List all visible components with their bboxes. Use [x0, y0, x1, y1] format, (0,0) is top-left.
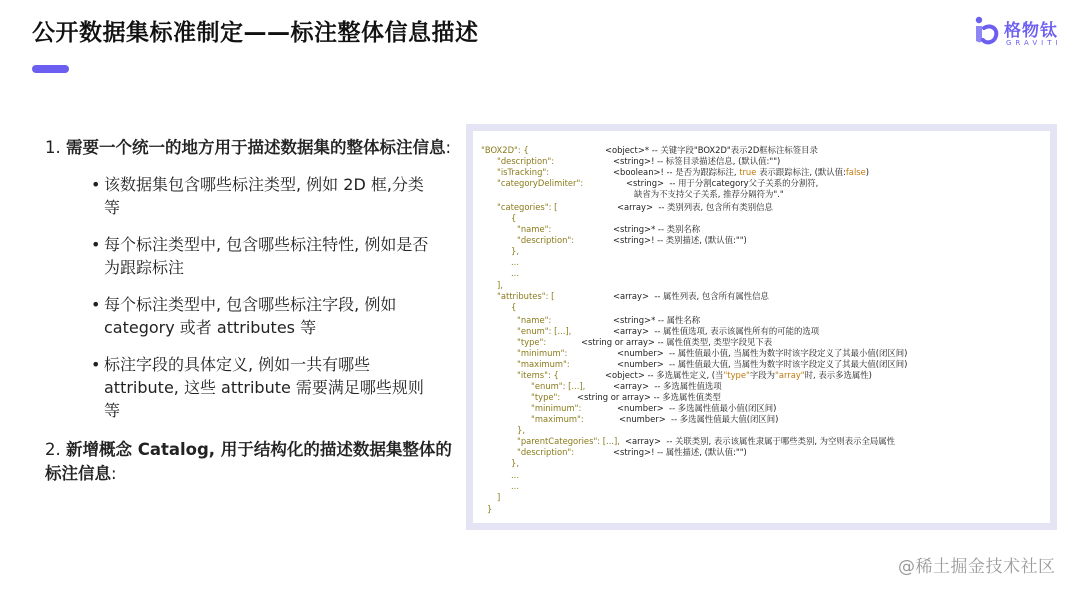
- code-text: <boolean>! -- 是否为跟踪标注,: [613, 167, 740, 177]
- code-text: <array> -- 类别列表, 包含所有类别信息: [617, 202, 773, 212]
- code-text: 字段为: [749, 370, 775, 380]
- bullet-item: • 每个标注类型中, 包含哪些标注字段, 例如 category 或者 attributes 等: [104, 293, 439, 339]
- code-key: ...: [511, 481, 519, 491]
- code-text: <number> -- 属性值最大值, 当属性为数字时该字段定义了其最大值(闭区间): [617, 359, 908, 369]
- code-comment: [577, 392, 721, 402]
- code-key: "name":: [517, 315, 552, 325]
- code-line: [517, 436, 896, 446]
- code-comment: [617, 348, 907, 358]
- code-line: [517, 235, 747, 245]
- code-text: <string>! -- 属性描述, (默认值:""): [613, 447, 747, 457]
- code-text: <string>* -- 属性名称: [613, 315, 701, 325]
- logo-name: 格物钛: [1004, 21, 1058, 41]
- code-line: [497, 178, 819, 188]
- code-comment: [613, 156, 780, 166]
- code-key: }: [487, 504, 493, 514]
- code-text: <array> -- 关联类别, 表示该属性隶属于哪些类别, 为空则表示全局属性: [625, 436, 896, 446]
- code-line: [511, 268, 519, 278]
- code-text: <number> -- 属性值最小值, 当属性为数字时该字段定义了其最小值(闭区间): [617, 348, 908, 358]
- code-key: ],: [497, 280, 503, 290]
- code-key: ...: [511, 268, 519, 278]
- code-text: ): [865, 167, 870, 177]
- code-line: [497, 280, 503, 290]
- code-key: {: [511, 302, 517, 312]
- code-literal: "type": [723, 370, 750, 380]
- code-line: [517, 348, 908, 358]
- code-text: <number> -- 多选属性值最大值(闭区间): [619, 414, 779, 424]
- code-literal: false: [845, 167, 866, 177]
- code-text: <string>* -- 类别名称: [613, 224, 701, 234]
- code-comment: [613, 447, 747, 457]
- point-1-colon: :: [445, 138, 452, 157]
- code-key: "type":: [517, 337, 547, 347]
- code-text: <array> -- 属性列表, 包含所有属性信息: [613, 291, 769, 301]
- graviti-logo-icon: [970, 14, 1002, 46]
- code-line: [517, 337, 773, 347]
- code-comment: [605, 370, 872, 380]
- bullet-item: • 每个标注类型中, 包含哪些标注特性, 例如是否为跟踪标注: [104, 233, 439, 279]
- code-line: [497, 156, 781, 166]
- code-text: <string or array> -- 属性值类型, 类型字段见下表: [581, 337, 773, 347]
- code-key: "isTracking":: [497, 167, 550, 177]
- code-key: "BOX2D": {: [481, 145, 529, 155]
- code-text: <string>! -- 标签目录描述信息, (默认值:""): [613, 156, 781, 166]
- point-1-number: 1.: [45, 138, 61, 157]
- code-comment: [613, 291, 769, 301]
- code-comment: [626, 178, 818, 188]
- code-key: },: [517, 425, 525, 435]
- code-block: [473, 131, 1050, 523]
- code-comment: [605, 145, 818, 155]
- code-line: [511, 213, 516, 223]
- code-comment: [634, 189, 784, 199]
- code-comment: [617, 202, 773, 212]
- point-2: [45, 438, 455, 486]
- code-text: 时, 表示多选属性): [804, 370, 872, 380]
- code-line: [481, 145, 818, 155]
- code-comment: [625, 436, 895, 446]
- code-key: "categories": [: [497, 202, 558, 212]
- point-1: [45, 136, 455, 160]
- code-line: [517, 359, 908, 369]
- code-key: },: [511, 246, 519, 256]
- code-key: "description":: [517, 447, 575, 457]
- code-key: {: [511, 213, 517, 223]
- code-line: [511, 246, 519, 256]
- code-line: [511, 481, 519, 491]
- code-text: 表示跟踪标注, (默认值:: [756, 167, 846, 177]
- code-comment: [613, 381, 722, 391]
- code-line: [517, 224, 701, 234]
- point-2-number: 2.: [45, 440, 61, 459]
- code-key: "name":: [517, 224, 552, 234]
- code-comment: [613, 315, 700, 325]
- code-line: [517, 425, 525, 435]
- watermark: @稀土掘金技术社区: [898, 557, 1056, 577]
- code-line: [517, 326, 820, 336]
- code-line: [497, 167, 870, 177]
- code-text: <string or array> -- 多选属性值类型: [577, 392, 721, 402]
- code-key: "minimum":: [531, 403, 582, 413]
- code-line: [531, 381, 722, 391]
- code-comment: [613, 224, 700, 234]
- code-line: [511, 302, 516, 312]
- code-key: "enum": [...],: [531, 381, 586, 391]
- code-comment: [613, 326, 819, 336]
- code-literal: true: [739, 167, 757, 177]
- bullet-item: • 该数据集包含哪些标注类型, 例如 2D 框,分类等: [104, 173, 439, 219]
- point-2-heading: 新增概念 Catalog, 用于结构化的描述数据集整体的标注信息: [45, 440, 452, 483]
- code-key: ...: [511, 257, 519, 267]
- code-key: "categoryDelimiter":: [497, 178, 584, 188]
- code-line: [511, 458, 519, 468]
- code-frame: [466, 124, 1057, 530]
- code-text: <array> -- 属性值选项, 表示该属性所有的可能的选项: [613, 326, 820, 336]
- point-2-colon: :: [111, 464, 117, 483]
- code-text: <array> -- 多选属性值选项: [613, 381, 722, 391]
- code-line: [531, 403, 777, 413]
- bullet-list: [45, 173, 455, 422]
- point-1-heading: 需要一个统一的地方用于描述数据集的整体标注信息: [66, 138, 446, 157]
- code-key: "parentCategories": [...],: [517, 436, 620, 446]
- code-key: "attributes": [: [497, 291, 555, 301]
- code-key: "minimum":: [517, 348, 568, 358]
- code-text: <string>! -- 类别描述, (默认值:""): [613, 235, 747, 245]
- code-line: [517, 370, 872, 380]
- left-column: [45, 136, 455, 486]
- code-text: <object>* -- 关键字段"BOX2D"表示2D框标注标签目录: [605, 145, 818, 155]
- code-comment: [619, 414, 778, 424]
- code-line: [517, 447, 747, 457]
- code-line: [511, 257, 519, 267]
- code-line: [497, 492, 500, 502]
- bullet-item: • 标注字段的具体定义, 例如一共有哪些 attribute, 这些 attribute 需要满足哪些规则等: [104, 353, 439, 422]
- code-text: <number> -- 多选属性值最小值(闭区间): [617, 403, 777, 413]
- code-comment: [617, 359, 907, 369]
- code-comment: [613, 167, 869, 177]
- title-accent-bar: [32, 65, 69, 73]
- code-key: "items": {: [517, 370, 559, 380]
- code-comment: [581, 337, 772, 347]
- code-key: },: [511, 458, 519, 468]
- code-line: [531, 414, 779, 424]
- code-literal: "array": [774, 370, 805, 380]
- page-title: 公开数据集标准制定——标注整体信息描述: [32, 20, 479, 46]
- code-text: 缺省为不支持父子关系, 推荐分隔符为".": [634, 189, 784, 199]
- code-line: [497, 291, 769, 301]
- code-key: "maximum":: [531, 414, 584, 424]
- logo-subtitle: GRAVITI: [1006, 39, 1062, 47]
- code-line: [511, 470, 519, 480]
- code-key: ]: [497, 492, 501, 502]
- code-key: ...: [511, 470, 519, 480]
- code-text: <string> -- 用于分割category父子关系的分割符,: [626, 178, 819, 188]
- code-line: [497, 202, 773, 212]
- code-line: [531, 392, 721, 402]
- code-key: "type":: [531, 392, 561, 402]
- code-key: "description":: [517, 235, 575, 245]
- code-text: <object> -- 多选属性定义, (当: [605, 370, 724, 380]
- brand-logo: [970, 14, 1060, 54]
- code-comment: [613, 235, 747, 245]
- code-key: "enum": [...],: [517, 326, 572, 336]
- code-line: [487, 504, 492, 514]
- code-line: [517, 315, 701, 325]
- code-key: "maximum":: [517, 359, 570, 369]
- code-key: "description":: [497, 156, 555, 166]
- code-comment: [617, 403, 776, 413]
